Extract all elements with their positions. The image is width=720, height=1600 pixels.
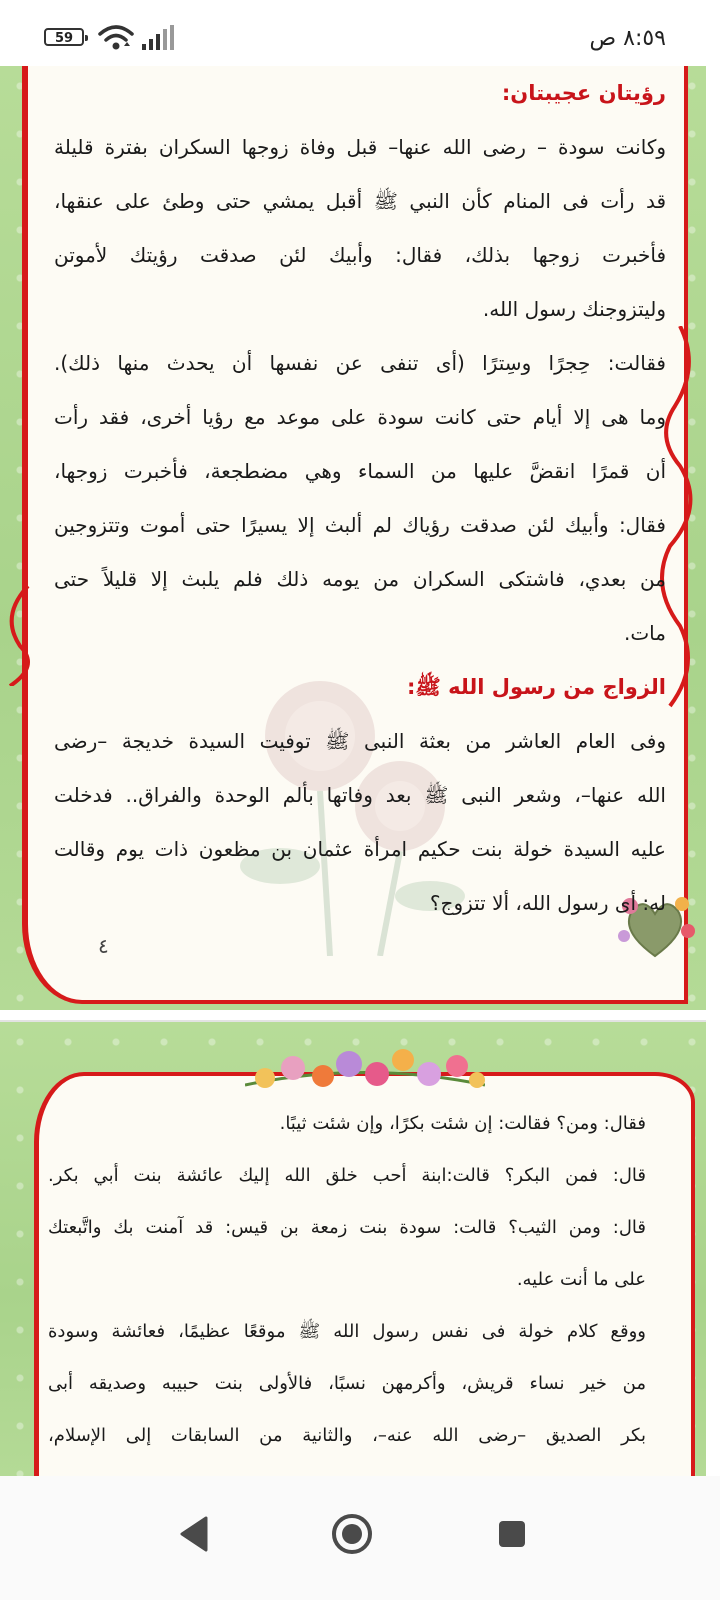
flower-garland-icon bbox=[245, 1030, 485, 1100]
wifi-icon bbox=[98, 24, 134, 52]
text-line: وليتزوجنك رسول الله. bbox=[482, 297, 666, 321]
page2-text bbox=[48, 1098, 646, 1462]
back-icon bbox=[178, 1516, 210, 1552]
book-page-1[interactable] bbox=[0, 66, 706, 1010]
status-time: ٨:٥٩ ص bbox=[589, 26, 666, 51]
signal-icon bbox=[140, 24, 176, 52]
recents-button[interactable] bbox=[482, 1504, 542, 1564]
text-line: وفى العام العاشر من بعثة النبى ﷺ توفيت السيدة خديجة –رضى bbox=[54, 729, 666, 753]
book-page-2[interactable] bbox=[0, 1020, 706, 1478]
section-heading: الزواج من رسول الله ﷺ: bbox=[407, 675, 666, 699]
text-line: ووقع كلام خولة فى نفس رسول الله ﷺ موقعًا عظيمًا، فعائشة وسودة bbox=[48, 1321, 646, 1342]
section-heading: رؤيتان عجيبتان: bbox=[501, 81, 666, 105]
text-line: له: أى رسول الله، ألا تتزوج؟ bbox=[429, 891, 666, 915]
text-line: من بعدي، فاشتكى السكران من يومه ذلك فلم يلبث إلا قليلاً حتى bbox=[54, 567, 666, 591]
text-line: وكانت سودة – رضى الله عنها– قبل وفاة زوجها السكران بفترة قليلة bbox=[54, 135, 666, 159]
text-line: فقالت: حِجرًا وسِترًا (أى تنفى عن نفسها أن يحدث منها ذلك). bbox=[54, 351, 666, 375]
navigation-bar bbox=[0, 1476, 720, 1600]
text-line: فقال: ومن؟ فقالت: إن شئت بكرًا، وإن شئت ثيبًا. bbox=[279, 1113, 646, 1134]
back-button[interactable] bbox=[164, 1504, 224, 1564]
red-swirl-icon bbox=[0, 586, 50, 686]
text-line: عليه السيدة خولة بنت حكيم امرأة عثمان بن مظعون ذات يوم وقالت bbox=[54, 837, 666, 861]
text-line: بكر الصديق –رضى الله عنه–، والثانية من السابقات إلى الإسلام، bbox=[48, 1425, 646, 1446]
home-button[interactable] bbox=[322, 1504, 382, 1564]
text-line: مات. bbox=[624, 621, 666, 645]
battery-level: 59 bbox=[54, 31, 74, 46]
text-line: قال: فمن البكر؟ قالت:ابنة أحب خلق الله إليك عائشة بنت أبي بكر. bbox=[48, 1165, 646, 1186]
text-line: فقال: وأبيك لئن صدقت رؤياك لم ألبث إلا يسيرًا حتى أموت وتتزوجين bbox=[54, 513, 666, 537]
text-line: فأخبرت زوجها بذلك، فقال: وأبيك لئن صدقت رؤيتك لأموتن bbox=[54, 243, 666, 267]
status-bar bbox=[0, 0, 720, 66]
text-line: على ما أنت عليه. bbox=[516, 1269, 646, 1290]
text-line: أن قمرًا انقضَّ عليها من السماء وهي مضطجعة، فأخبرت زوجها، bbox=[54, 459, 666, 483]
recents-icon bbox=[496, 1518, 528, 1550]
home-icon bbox=[330, 1512, 374, 1556]
page-number: ٤ bbox=[98, 934, 109, 958]
text-line: قد رأت فى المنام كأن النبي ﷺ أقبل يمشي حتى وطئ على عنقها، bbox=[54, 189, 666, 213]
text-line: قال: ومن الثيب؟ قالت: سودة بنت زمعة بن قيس: قد آمنت بك واتَّبعتك bbox=[48, 1217, 646, 1238]
page1-text bbox=[54, 66, 666, 930]
battery-icon bbox=[44, 28, 84, 46]
text-line: الله عنها–، وشعر النبى ﷺ بعد وفاتها بألم الوحدة والفراق.. فدخلت bbox=[54, 783, 666, 807]
text-line: وما هى إلا أيام حتى كانت سودة على موعد مع رؤيا أخرى، فقد رأت bbox=[54, 405, 666, 429]
text-line: من خير نساء قريش، وأكرمهن نسبًا، فالأولى بنت حبيبه وصديقه أبى bbox=[48, 1373, 646, 1394]
